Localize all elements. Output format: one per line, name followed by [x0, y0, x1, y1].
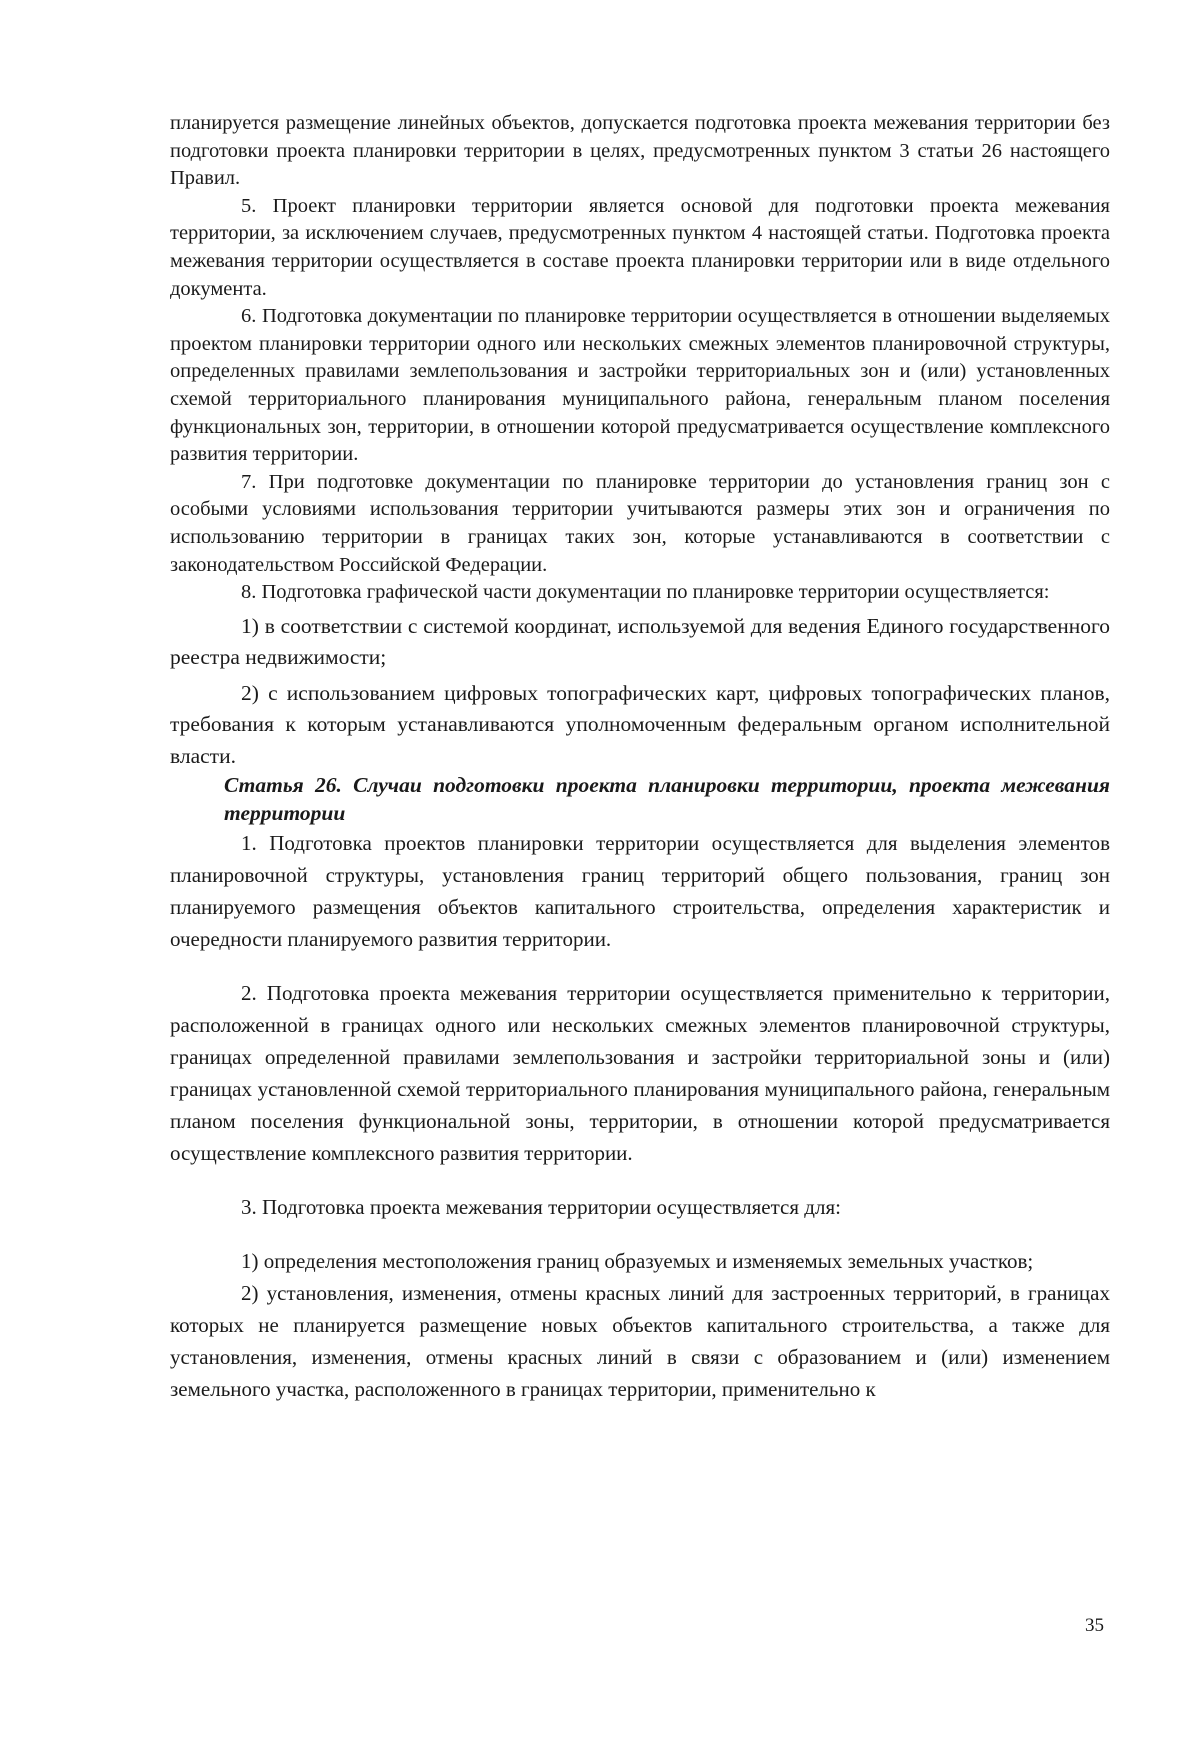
document-page [170, 110, 1110, 1405]
paragraph-subitem-2: 2) с использованием цифровых топографических карт, цифровых топографических планов, требования к которым устанавливаются уполномоченным федеральным органом исполнительной власти. [170, 680, 1110, 768]
paragraph-item-8: 8. Подготовка графической части документации по планировке территории осуществляется: [241, 581, 1050, 604]
paragraph-continuation: планируется размещение линейных объектов, допускается подготовка проекта межевания территории без подготовки проекта планировки территории в целях, предусмотренных пунктом 3 статьи 26 настоящего Правил. [170, 112, 1110, 190]
paragraph-item-7: 7. При подготовке документации по планировке территории до установления границ зон с особыми условиями использования территории учитываются размеры этих зон и ограничения по использованию территории в границах таких зон, которые устанавливаются в соответствии с законодательством Российской Федерации. [170, 470, 1110, 576]
page-number: 35 [1085, 1615, 1104, 1636]
paragraph-subitem-1: 1) в соответствии с системой координат, используемой для ведения Единого государственного реестра недвижимости; [170, 613, 1110, 670]
paragraph-item-6: 6. Подготовка документации по планировке территории осуществляется в отношении выделяемых проектом планировки территории одного или нескольких смежных элементов планировочной структуры, определенных правилами землепользования и застройки территориальных зон и (или) установленных схемой территориального планирования муниципального района, генеральным планом поселения функциональных зон, территории, в отношении которой предусматривается осуществление комплексного развития территории. [170, 305, 1110, 466]
article-subitem-2: 2) установления, изменения, отмены красных линий для застроенных территорий, в границах которых не планируется размещение новых объектов капитального строительства, а также для установления, изменения, отмены красных линий в связи с образованием и (или) изменением земельного участка, расположенного в границах территории, применительно к [170, 1281, 1110, 1402]
article-heading: Статья 26. Случаи подготовки проекта планировки территории, проекта межевания территории [224, 773, 1110, 825]
article-subitem-1: 1) определения местоположения границ образуемых и изменяемых земельных участков; [241, 1249, 1034, 1274]
article-paragraph-3: 3. Подготовка проекта межевания территории осуществляется для: [241, 1195, 841, 1220]
article-paragraph-1: 1. Подготовка проектов планировки территории осуществляется для выделения элементов планировочной структуры, установления границ территорий общего пользования, границ зон планируемого размещения объектов капитального строительства, определения характеристик и очередности планируемого развития территории. [170, 831, 1110, 952]
paragraph-item-5: 5. Проект планировки территории является основой для подготовки проекта межевания территории, за исключением случаев, предусмотренных пунктом 4 настоящей статьи. Подготовка проекта межевания территории осуществляется в составе проекта планировки территории или в виде отдельного документа. [170, 194, 1110, 300]
article-paragraph-2: 2. Подготовка проекта межевания территории осуществляется применительно к территории, расположенной в границах одного или нескольких смежных элементов планировочной структуры, границах определенной правилами землепользования и застройки территориальной зоны и (или) границах установленной схемой территориального планирования муниципального района, генеральным планом поселения функциональной зоны, территории, в отношении которой предусматривается осуществление комплексного развития территории. [170, 981, 1110, 1166]
